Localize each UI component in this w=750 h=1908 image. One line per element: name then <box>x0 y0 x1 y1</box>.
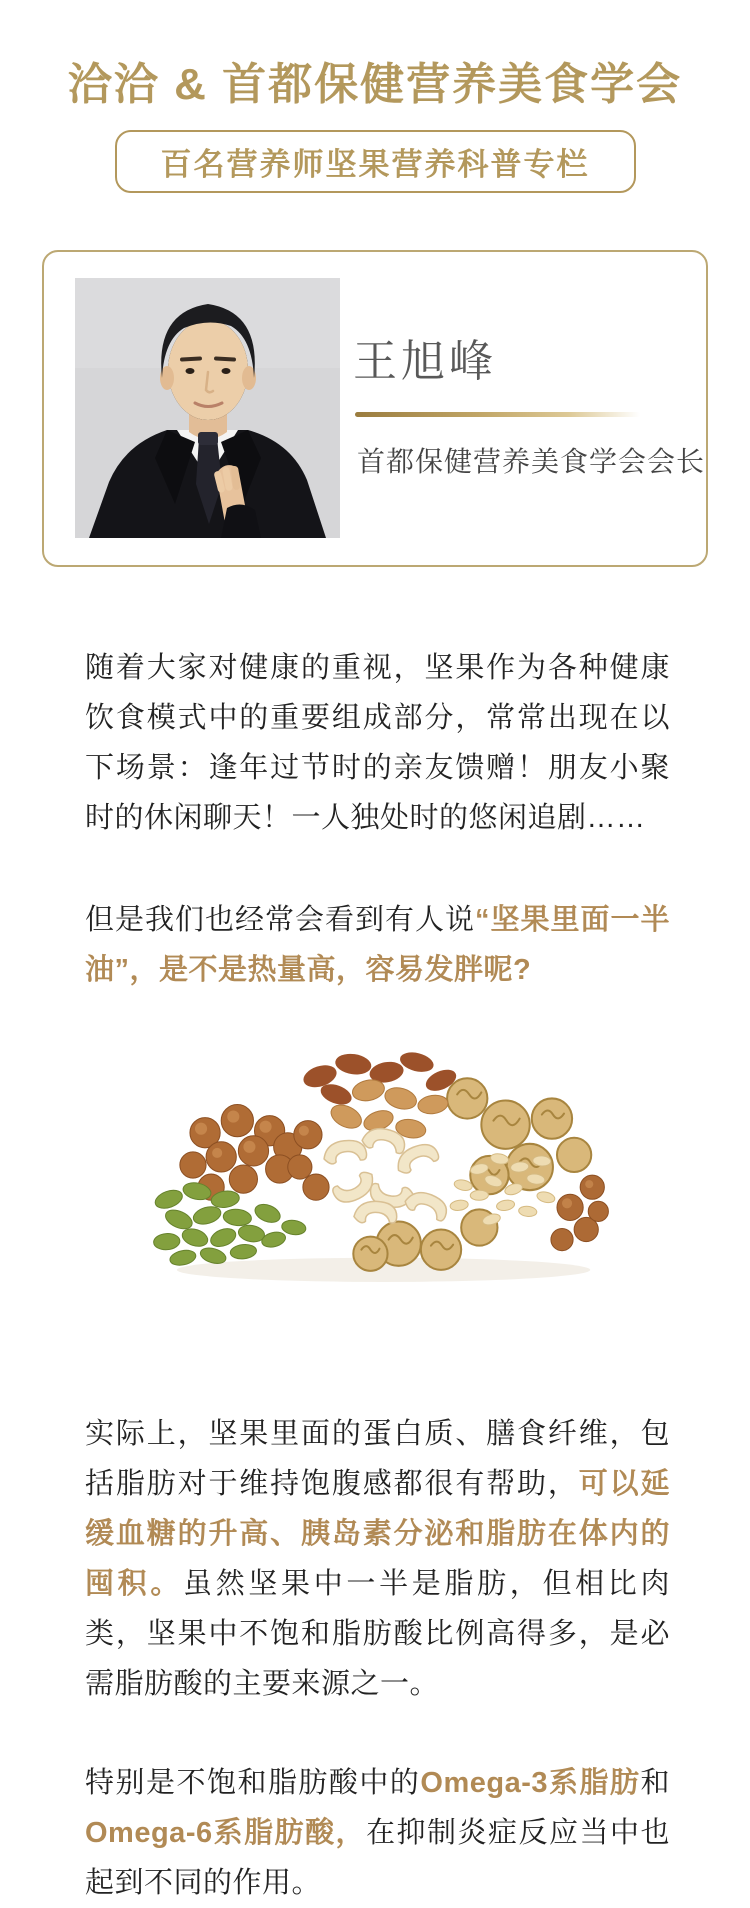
mixed-nuts-image <box>146 1046 611 1288</box>
highlighted-text: Omega-3系脂肪 <box>420 1767 641 1799</box>
column-badge: 百名营养师坚果营养科普专栏 <box>115 130 636 193</box>
paragraph-question <box>85 895 670 995</box>
paragraph-intro <box>85 643 670 843</box>
highlighted-text: Omega-6系脂肪酸， <box>85 1817 367 1849</box>
body-text: 在抑制炎症反应当中也起到不同的作用。 <box>85 1817 670 1899</box>
paragraph-omega <box>85 1758 670 1908</box>
body-text: 和 <box>640 1767 670 1799</box>
body-text: 随着大家对健康的重视，坚果作为各种健康饮食模式中的重要组成部分，常常出现在以下场景：逢年过节时的亲友馈赠！朋友小聚时的休闲聊天！一人独处时的悠闲追剧…… <box>85 652 670 834</box>
body-text: 实际上，坚果里面的蛋白质、膳食纤维，包括脂肪对于维持饱腹感都很有帮助， <box>85 1418 670 1500</box>
profile-card <box>42 250 708 567</box>
paragraph-explanation <box>85 1409 670 1709</box>
page-title: 洽洽 & 首都保健营养美食学会 <box>67 60 683 109</box>
person-name: 王旭峰 <box>353 337 497 386</box>
body-text: 特别是不饱和脂肪酸中的 <box>85 1767 421 1799</box>
portrait-photo-icon <box>75 278 340 538</box>
gold-divider <box>355 412 640 417</box>
body-text: 但是我们也经常会看到有人说 <box>85 904 475 936</box>
body-text: 虽然坚果中一半是脂肪，但相比肉类，坚果中不饱和脂肪酸比例高得多，是必需脂肪酸的主要来源之一。 <box>85 1568 670 1700</box>
person-role: 首都保健营养美食学会会长 <box>357 446 706 477</box>
highlighted-text: 可以延缓血糖的升高、胰岛素分泌和脂肪在体内的囤积。 <box>85 1468 670 1600</box>
badge-container <box>0 130 750 193</box>
highlighted-text: “坚果里面一半油”，是不是热量高，容易发胖呢? <box>85 904 670 986</box>
